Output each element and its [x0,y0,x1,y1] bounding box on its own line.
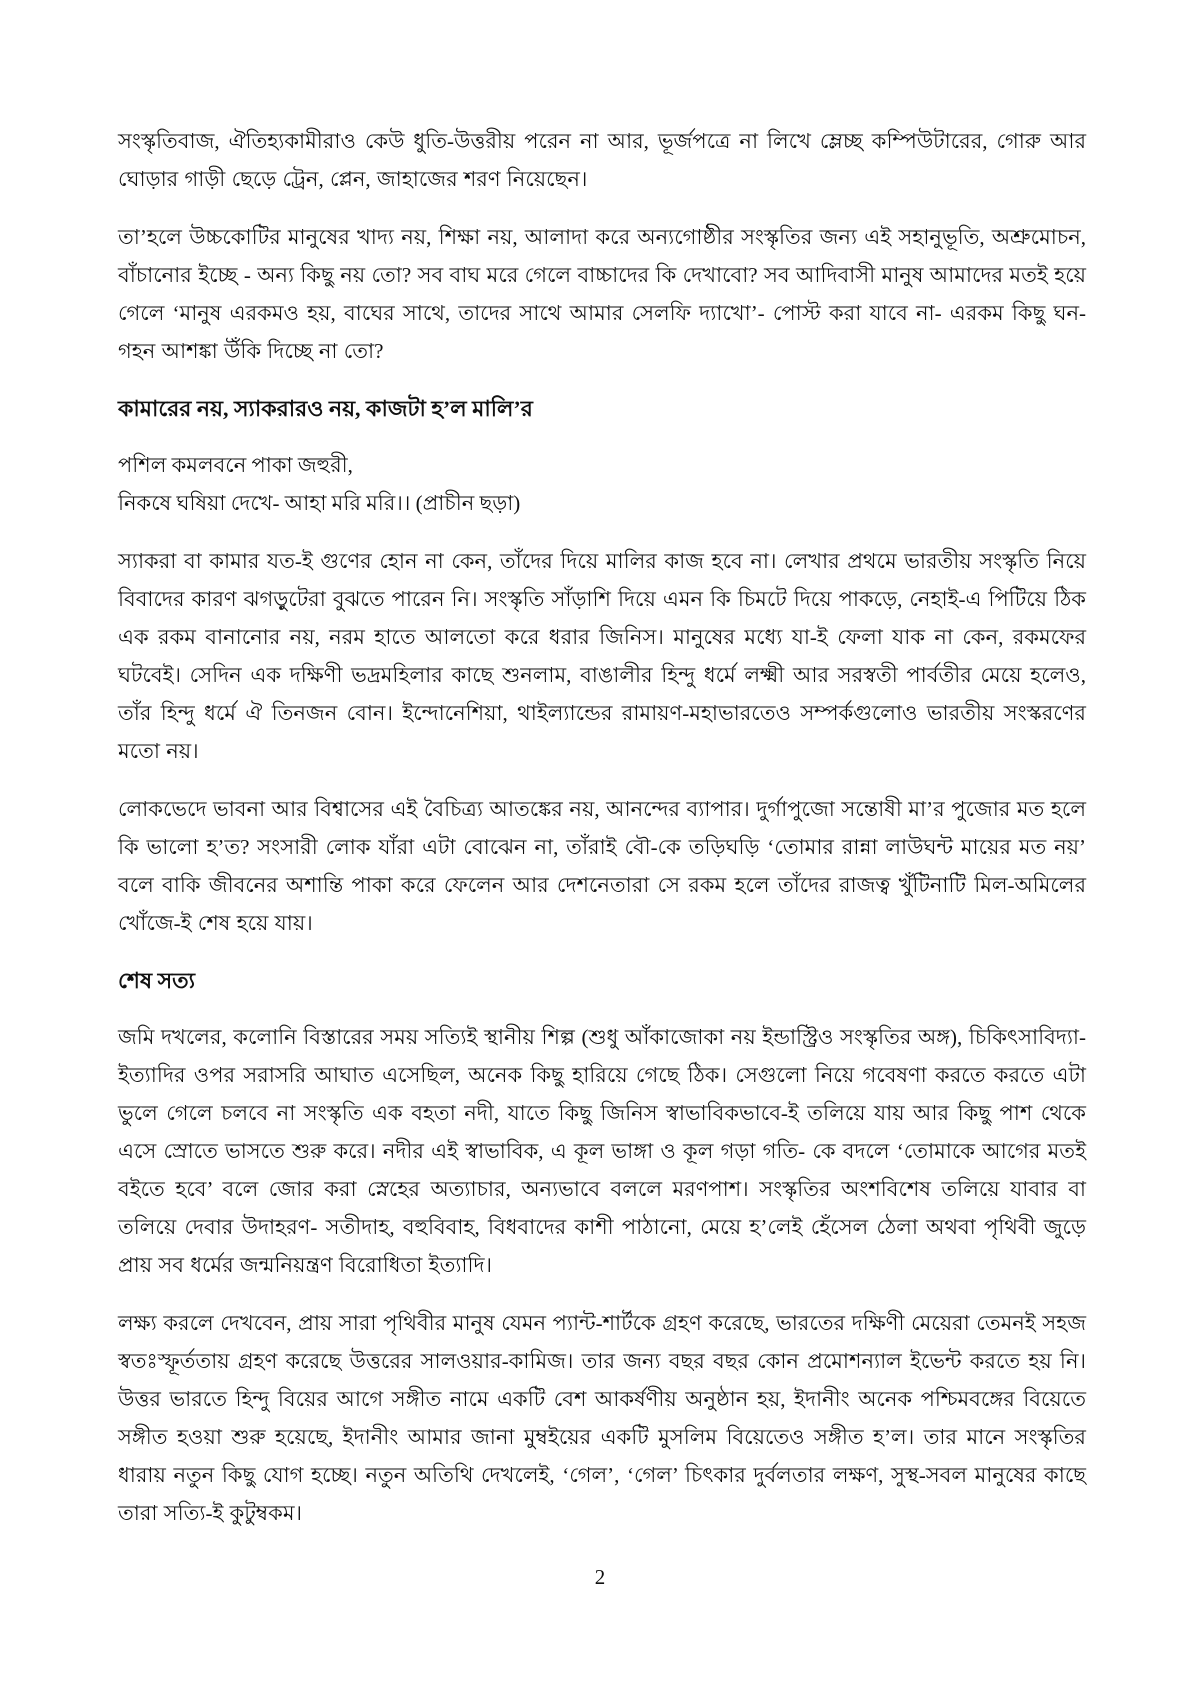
paragraph-jomi-dokhol: জমি দখলের, কলোনি বিস্তারের সময় সত্যিই স্থানীয় শিল্প (শুধু আঁকাজোকা নয় ইন্ডাস্ট্রিও সংস্কৃতির অঙ্গ), চিকিৎসাবিদ্যা- ইত্যাদির ওপর সরাসরি আঘাত এসেছিল, অনেক কিছু হারিয়ে গেছে ঠিক। সেগুলো নিয়ে গবেষণা করতে করতে এটা ভুলে গেলে চলবে না সংস্কৃতি এক বহতা নদী, যাতে কিছু জিনিস স্বাভাবিকভাবে-ই তলিয়ে যায় আর কিছু পাশ থেকে এসে স্রোতে ভাসতে শুরু করে। নদীর এই স্বাভাবিক, এ কূল ভাঙ্গা ও কূল গড়া গতি- কে বদলে ‘তোমাকে আগের মতই বইতে হবে’ বলে জোর করা স্নেহের অত্যাচার, অন্যভাবে বললে মরণপাশ। সংস্কৃতির অংশবিশেষ তলিয়ে যাবার বা তলিয়ে দেবার উদাহরণ- সতীদাহ, বহুবিবাহ, বিধবাদের কাশী পাঠানো, মেয়ে হ’লেই হেঁসেল ঠেলা অথবা পৃথিবী জুড়ে প্রায় সব ধর্মের জন্মনিয়ন্ত্রণ বিরোধিতা ইত্যাদি। [118,1025,1086,1277]
paragraph-empathy-question: তা’হলে উচ্চকোটির মানুষের খাদ্য নয়, শিক্ষা নয়, আলাদা করে অন্যগোষ্ঠীর সংস্কৃতির জন্য এই সহানুভূতি, অশ্রুমোচন, বাঁচানোর ইচ্ছে - অন্য কিছু নয় তো? সব বাঘ মরে গেলে বাচ্চাদের কি দেখাবো? সব আদিবাসী মানুষ আমাদের মতই হয়ে গেলে ‘মানুষ এরকমও হয়, বাঘের সাথে, তাদের সাথে আমার সেলফি দ্যাখো’- পোস্ট করা যাবে না- এরকম কিছু ঘন-গহন আশঙ্কা উঁকি দিচ্ছে না তো? [118,225,1086,363]
page-number: 2 [594,1565,606,1589]
section-heading-mali: কামারের নয়, স্যাকরারও নয়, কাজটা হ’ল মালি’র [118,396,533,421]
quoted-rhyme [118,446,1086,522]
page-content [118,122,1086,1552]
paragraph-lokbhed: লোকভেদে ভাবনা আর বিশ্বাসের এই বৈচিত্র্য আতঙ্কের নয়, আনন্দের ব্যাপার। দুর্গাপুজো সন্তোষী মা’র পুজোর মত হলে কি ভালো হ’ত? সংসারী লোক যাঁরা এটা বোঝেন না, তাঁরাই বৌ-কে তড়িঘড়ি ‘তোমার রান্না লাউঘন্ট মায়ের মত নয়’ বলে বাকি জীবনের অশান্তি পাকা করে ফেলেন আর দেশনেতারা সে রকম হলে তাঁদের রাজত্ব খুঁটিনাটি মিল-অমিলের খোঁজে-ই শেষ হয়ে যায়। [118,797,1086,935]
poem-line-1: পশিল কমলবনে পাকা জহুরী, [118,453,353,477]
section-heading-shesh-sotto: শেষ সত্য [118,968,195,993]
poem-line-2: নিকষে ঘষিয়া দেখে- আহা মরি মরি।। (প্রাচীন ছড়া) [118,491,521,515]
paragraph-shakra-kamar: স্যাকরা বা কামার যত-ই গুণের হোন না কেন, তাঁদের দিয়ে মালির কাজ হবে না। লেখার প্রথমে ভারতীয় সংস্কৃতি নিয়ে বিবাদের কারণ ঝগড়ুটেরা বুঝতে পারেন নি। সংস্কৃতি সাঁড়াশি দিয়ে এমন কি চিমটে দিয়ে পাকড়ে, নেহাই-এ পিটিয়ে ঠিক এক রকম বানানোর নয়, নরম হাতে আলতো করে ধরার জিনিস। মানুষের মধ্যে যা-ই ফেলা যাক না কেন, রকমফের ঘটবেই। সেদিন এক দক্ষিণী ভদ্রমহিলার কাছে শুনলাম, বাঙালীর হিন্দু ধর্মে লক্ষ্মী আর সরস্বতী পার্বতীর মেয়ে হলেও, তাঁর হিন্দু ধর্মে ঐ তিনজন বোন। ইন্দোনেশিয়া, থাইল্যান্ডের রামায়ণ-মহাভারতেও সম্পর্কগুলোও ভারতীয় সংস্করণের মতো নয়। [118,549,1086,763]
paragraph-culture-intro: সংস্কৃতিবাজ, ঐতিহ্যকামীরাও কেউ ধুতি-উত্তরীয় পরেন না আর, ভূর্জপত্রে না লিখে ম্লেচ্ছ কম্পিউটারের, গোরু আর ঘোড়ার গাড়ী ছেড়ে ট্রেন, প্লেন, জাহাজের শরণ নিয়েছেন। [118,129,1086,191]
paragraph-lokkho-korle: লক্ষ্য করলে দেখবেন, প্রায় সারা পৃথিবীর মানুষ যেমন প্যান্ট-শার্টকে গ্রহণ করেছে, ভারতের দক্ষিণী মেয়েরা তেমনই সহজ স্বতঃস্ফূর্ততায় গ্রহণ করেছে উত্তরের সালওয়ার-কামিজ। তার জন্য বছর বছর কোন প্রমোশন্যাল ইভেন্ট করতে হয় নি। উত্তর ভারতে হিন্দু বিয়ের আগে সঙ্গীত নামে একটি বেশ আকর্ষণীয় অনুষ্ঠান হয়, ইদানীং অনেক পশ্চিমবঙ্গের বিয়েতে সঙ্গীত হওয়া শুরু হয়েছে, ইদানীং আমার জানা মুম্বইয়ের একটি মুসলিম বিয়েতেও সঙ্গীত হ’ল। তার মানে সংস্কৃতির ধারায় নতুন কিছু যোগ হচ্ছে। নতুন অতিথি দেখলেই, ‘গেল’, ‘গেল’ চিৎকার দুর্বলতার লক্ষণ, সুস্থ-সবল মানুষের কাছে তারা সত্যি-ই কুটুম্বকম। [118,1311,1086,1525]
